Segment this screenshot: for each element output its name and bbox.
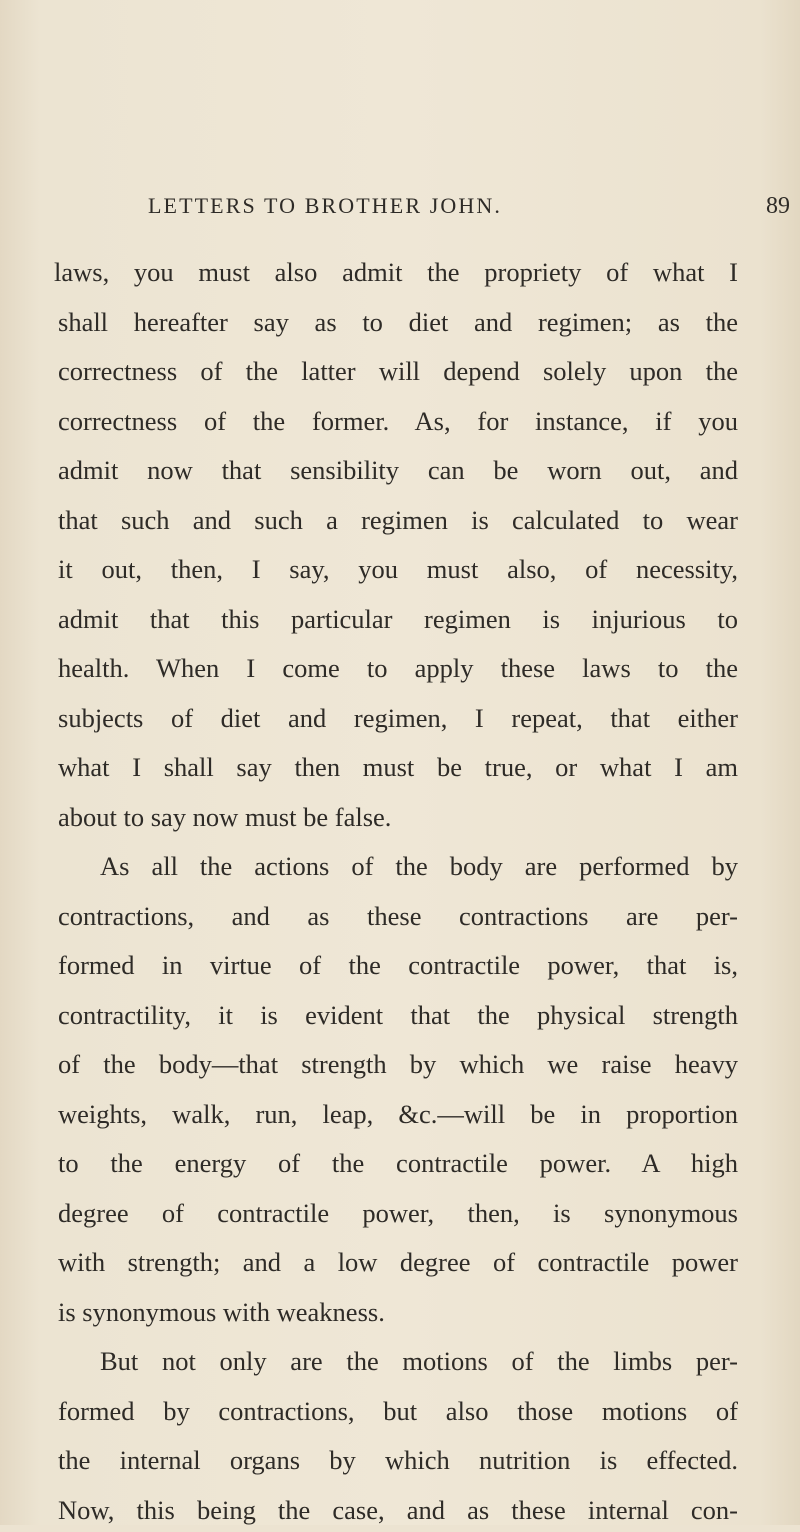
- text-line: As all the actions of the body are performed by: [100, 851, 738, 881]
- text-line: it out, then, I say, you must also, of necessity,: [58, 554, 738, 584]
- text-line: that such and such a regimen is calculated to wear: [58, 504, 738, 535]
- page-number: 89: [766, 193, 790, 219]
- text-line: shall hereafter say as to diet and regimen; as the: [58, 306, 738, 337]
- text-line: subjects of diet and regimen, I repeat, that either: [58, 702, 738, 733]
- text-line: contractility, it is evident that the physical strength: [58, 999, 738, 1030]
- text-line: health. When I come to apply these laws to the: [58, 653, 738, 683]
- running-title: LETTERS TO BROTHER JOHN.: [148, 193, 502, 218]
- text-line: contractions, and as these contractions are per-: [58, 900, 738, 931]
- text-line: Now, this being the case, and as these internal con-: [58, 1494, 738, 1525]
- text-line: is synonymous with weakness.: [58, 1296, 385, 1327]
- text-line: But not only are the motions of the limbs per-: [100, 1346, 738, 1376]
- text-line: formed by contractions, but also those motions of: [58, 1395, 738, 1426]
- text-line: admit that this particular regimen is injurious to: [58, 603, 738, 634]
- text-line: correctness of the former. As, for instance, if you: [58, 405, 738, 436]
- text-line: admit now that sensibility can be worn out, and: [58, 455, 738, 485]
- text-line: the internal organs by which nutrition is effected.: [58, 1445, 738, 1475]
- text-line: weights, walk, run, leap, &c.—will be in proportion: [58, 1098, 738, 1129]
- text-line: formed in virtue of the contractile power, that is,: [58, 950, 738, 980]
- text-line: what I shall say then must be true, or what I am: [58, 752, 738, 782]
- text-line: laws, you must also admit the propriety of what I: [54, 257, 738, 287]
- text-line: to the energy of the contractile power. A high: [58, 1148, 738, 1178]
- text-line: degree of contractile power, then, is synonymous: [58, 1197, 738, 1228]
- text-line: with strength; and a low degree of contractile power: [58, 1247, 738, 1277]
- text-line: about to say now must be false.: [58, 801, 392, 832]
- text-line: of the body—that strength by which we raise heavy: [58, 1049, 738, 1079]
- text-line: correctness of the latter will depend solely upon the: [58, 356, 738, 386]
